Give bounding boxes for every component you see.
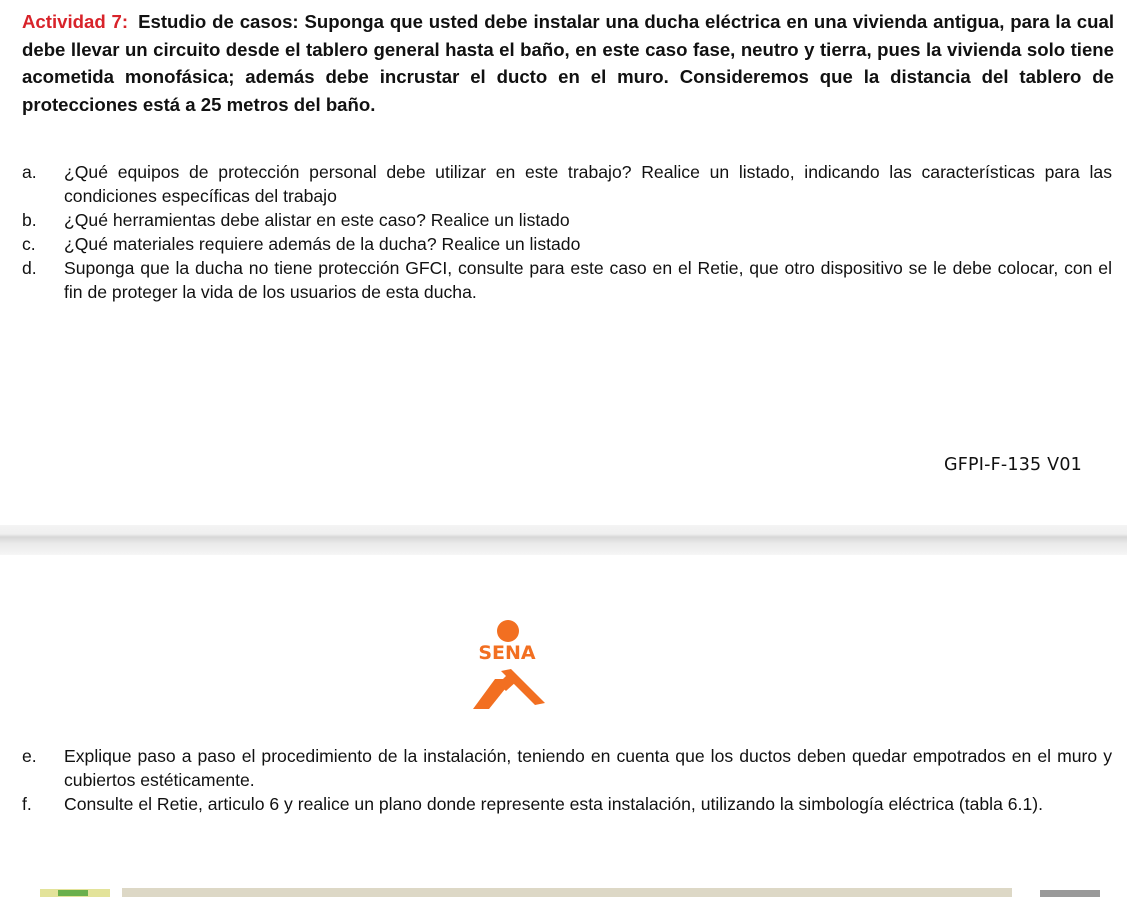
question-list-top (22, 160, 1112, 304)
logo-text: SENA (478, 642, 536, 664)
document-page-bottom (0, 555, 1127, 894)
logo-head-dot (497, 620, 519, 642)
question-letter: a. (22, 162, 37, 182)
question-item-a (22, 160, 1112, 208)
question-letter: f. (22, 794, 32, 814)
question-item-e (22, 744, 1112, 792)
sena-logo-graphic (461, 617, 553, 712)
activity-statement (22, 8, 1114, 118)
question-text: Explique paso a paso el procedimiento de la instalación, teniendo en cuenta que los ductos deben quedar empotrados en el muro y cubiertos estéticamente. (64, 746, 1112, 790)
question-text: ¿Qué materiales requiere además de la ducha? Realice un listado (64, 234, 581, 254)
question-letter: e. (22, 746, 37, 766)
question-text: ¿Qué herramientas debe alistar en este caso? Realice un listado (64, 210, 570, 230)
question-item-f (22, 792, 1112, 816)
bottom-strip-graphic (0, 887, 1127, 897)
activity-text: Estudio de casos: Suponga que usted debe instalar una ducha eléctrica en una vivienda antigua, para la cual debe llevar un circuito desde el tablero general hasta el baño, en este caso fase, neutro y tierra, pues la vivienda solo tiene acometida monofásica; además debe incrustar el ducto en el muro. Consideremos que la distancia del tablero de protecciones está a 25 metros del baño. (22, 11, 1114, 115)
question-item-b (22, 208, 1112, 232)
page-separator (0, 525, 1127, 555)
sena-logo (461, 617, 553, 712)
activity-label: Actividad 7: (22, 11, 129, 32)
question-text: ¿Qué equipos de protección personal debe utilizar en este trabajo? Realice un listado, indicando las características para las condiciones específicas del trabajo (64, 162, 1112, 206)
bottom-edge-strip (0, 884, 1127, 894)
document-code: GFPI-F-135 V01 (943, 455, 1082, 475)
question-text: Consulte el Retie, articulo 6 y realice un plano donde represente esta instalación, utilizando la simbología eléctrica (tabla 6.1). (64, 794, 1043, 814)
question-letter: c. (22, 234, 36, 254)
question-list-bottom (22, 744, 1112, 816)
question-item-c (22, 232, 1112, 256)
question-letter: b. (22, 210, 37, 230)
question-letter: d. (22, 258, 37, 278)
question-text: Suponga que la ducha no tiene protección GFCI, consulte para este caso en el Retie, que otro dispositivo se le debe colocar, con el fin de proteger la vida de los usuarios de esta ducha. (64, 258, 1112, 302)
question-item-d (22, 256, 1112, 304)
